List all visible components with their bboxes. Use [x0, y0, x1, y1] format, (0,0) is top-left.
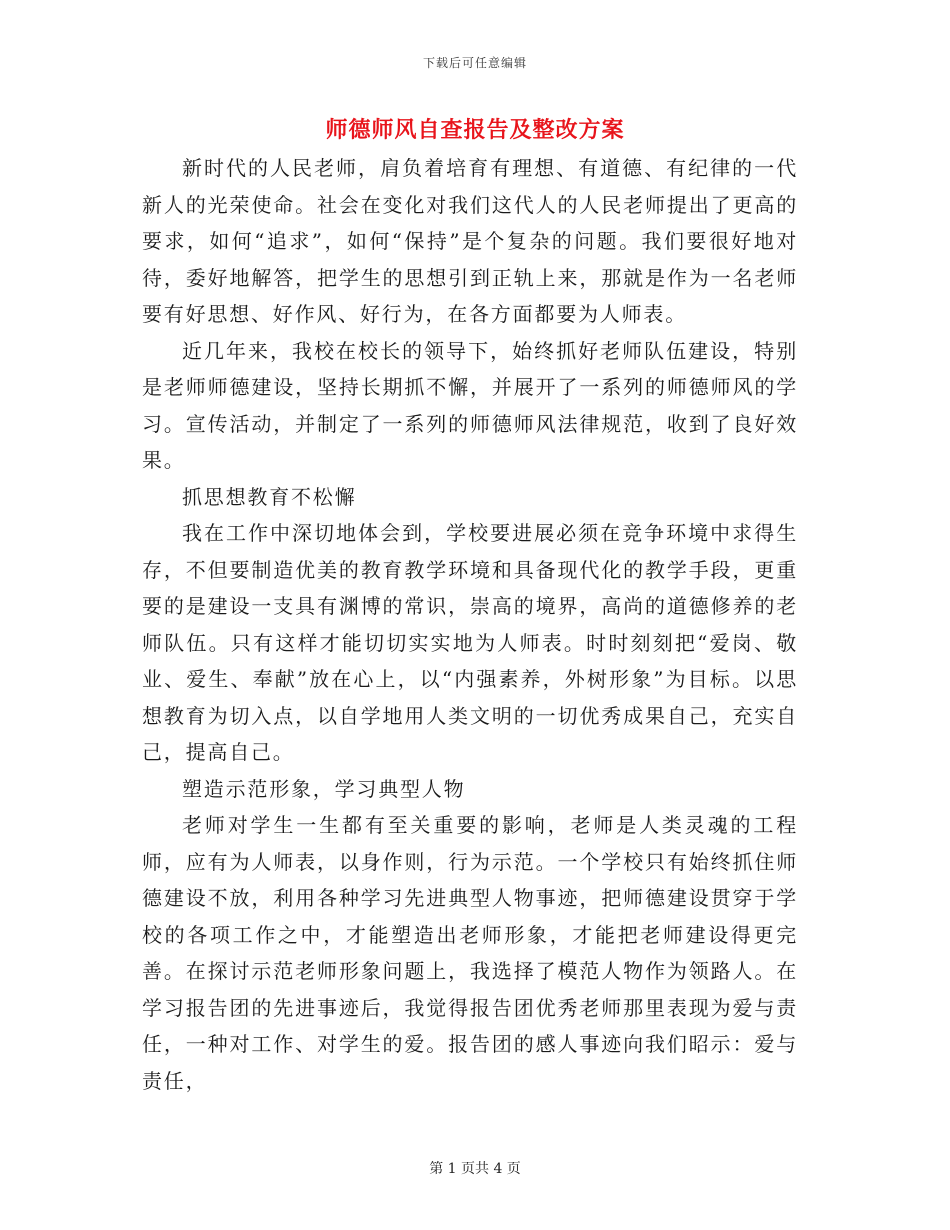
page-number: 第 1 页共 4 页: [429, 1161, 521, 1177]
paragraph-ideological-education: 我在工作中深切地体会到，学校要进展必须在竞争环境中求得生存，不但要制造优美的教育教学环境和具备现代化的教学手段，更重要的是建设一支具有渊博的常识，崇高的境界，高尚的道德修养的老师队伍。只有这样才能切切实实地为人师表。时时刻刻把“爱岗、敬业、爱生、奉献”放在心上，以“内强素养，外树形象”为目标。以思想教育为切入点，以自学地用人类文明的一切优秀成果自己，充实自己，提高自己。: [142, 521, 798, 764]
document-title: 师德师风自查报告及整改方案: [325, 118, 625, 143]
section-heading-ideological-education: 抓思想教育不松懈: [182, 484, 357, 509]
paragraph-model-image: 老师对学生一生都有至关重要的影响，老师是人类灵魂的工程师，应有为人师表，以身作则，行为示范。一个学校只有始终抓住师德建设不放，利用各种学习先进典型人物事迹，把师德建设贯穿于学校的各项工作之中，才能塑造出老师形象，才能把老师建设得更完善。在探讨示范老师形象问题上，我选择了模范人物作为领路人。在学习报告团的先进事迹后，我觉得报告团优秀老师那里表现为爱与责任，一种对工作、对学生的爱。报告团的感人事迹向我们昭示：爱与责任，: [142, 813, 798, 1093]
paragraph-intro: 新时代的人民老师，肩负着培育有理想、有道德、有纪律的一代新人的光荣使命。社会在变化对我们这代人的人民老师提出了更高的要求，如何“追求”，如何“保持”是个复杂的问题。我们要很好地对待，委好地解答，把学生的思想引到正轨上来，那就是作为一名老师要有好思想、好作风、好行为，在各方面都要为人师表。: [142, 156, 798, 326]
page-header-note: 下载后可任意编辑: [422, 56, 527, 70]
section-heading-model-image: 塑造示范形象，学习典型人物: [182, 776, 466, 801]
paragraph-recent-years: 近几年来，我校在校长的领导下，始终抓好老师队伍建设，特别是老师师德建设，坚持长期抓不懈，并展开了一系列的师德师风的学习。宣传活动，并制定了一系列的师德师风法律规范，收到了良好效果。: [142, 338, 798, 472]
document-body: [142, 150, 798, 1099]
